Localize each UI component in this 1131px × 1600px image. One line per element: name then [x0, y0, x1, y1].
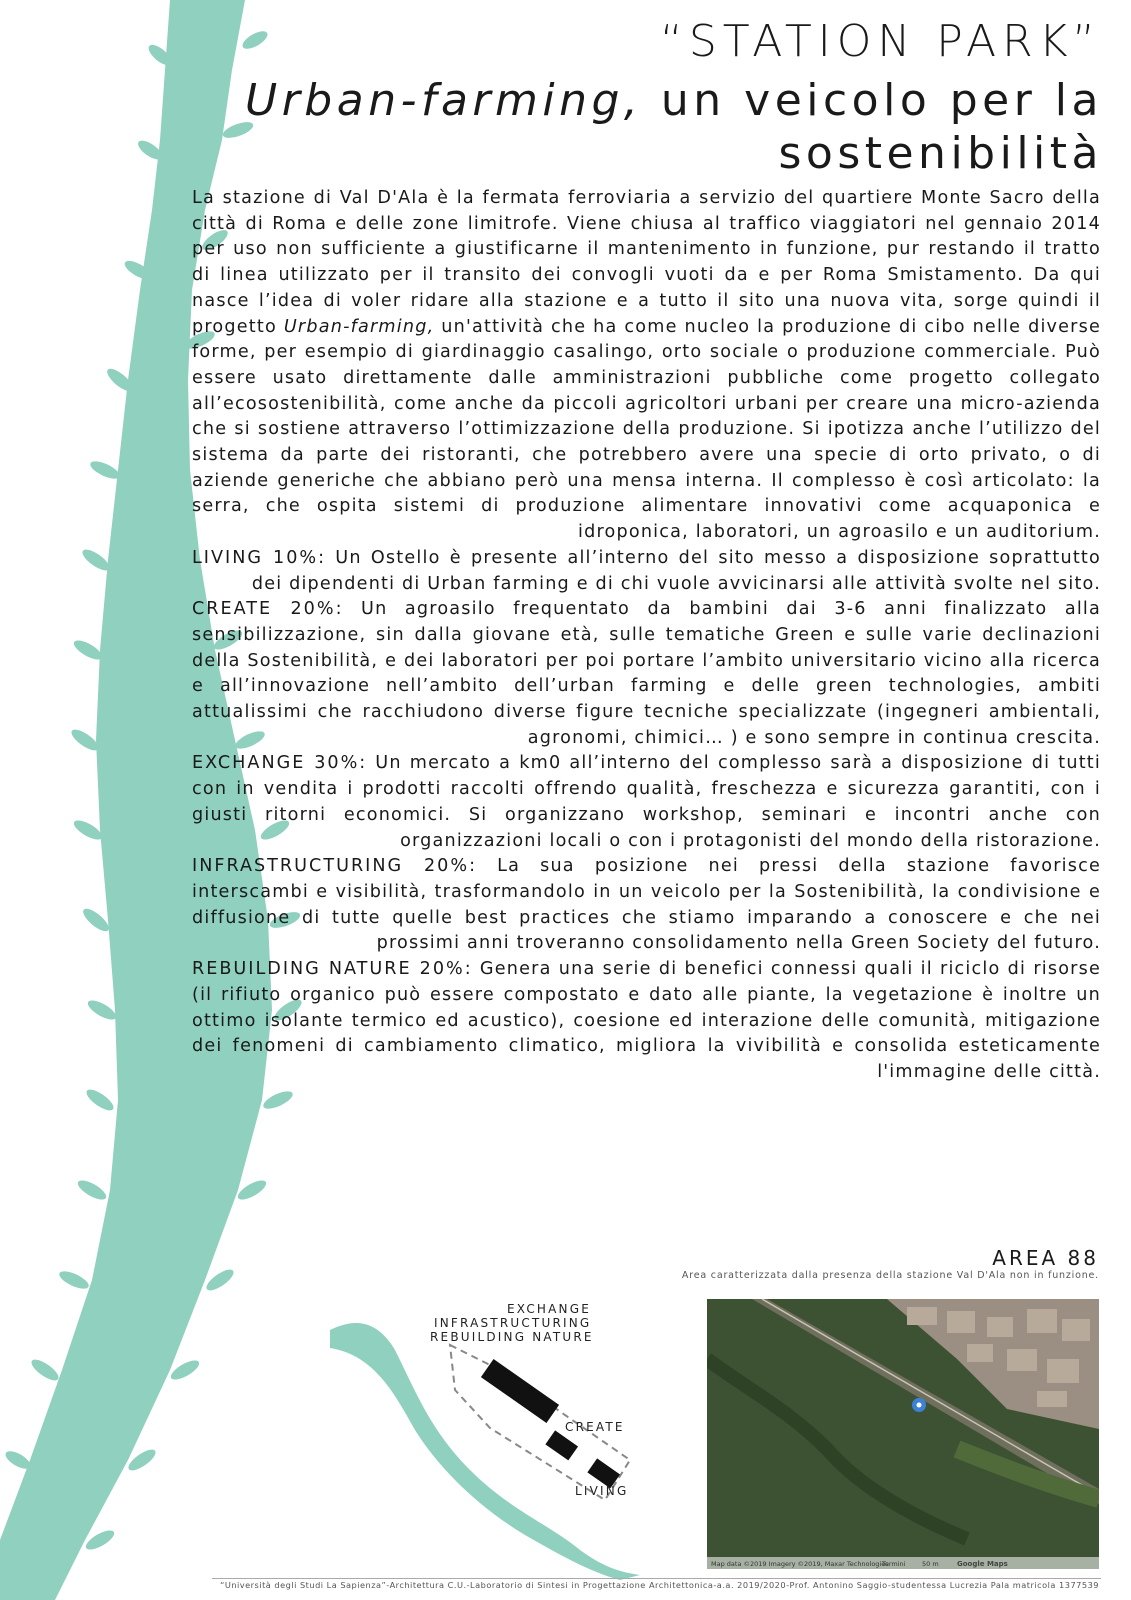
section-text: La sua posizione nei pressi della stazione favorisce interscambi e visibilità, trasformandolo in un veicolo per la Sostenibilità, la condivisione e diffusione di tutte quelle best practices che stiamo imparando a conoscere e che nei prossimi anni troveranno consolidamento nella Green Society del futuro.: [192, 856, 1101, 954]
intro-text-1: La stazione di Val D'Ala è la fermata ferroviaria a servizio del quartiere Monte Sacro della città di Roma e delle zone limitrofe. Viene chiusa al traffico viaggiatori nel gennaio 2014 per uso non sufficiente a giustificarne il mantenimento in funzione, pur restando il tratto di linea utilizzato per il transito dei convogli vuoti da e per Roma Smistamento. Da qui nasce l’idea di voler ridare alla stazione e a tutto il sito una nuova vita, sorge quindi il progetto: [192, 188, 1101, 337]
section-living: [192, 546, 1101, 597]
label-living: LIVING: [575, 1484, 629, 1498]
section-label: INFRASTRUCTURING 20%:: [192, 856, 478, 877]
label-infrastructuring: INFRASTRUCTURING: [434, 1316, 592, 1330]
section-rebuilding-nature: [192, 957, 1101, 1086]
label-create: CREATE: [565, 1420, 625, 1434]
description-body: [192, 186, 1101, 1086]
subtitle-rest: un veicolo per la sostenibilità: [642, 75, 1103, 179]
section-text: Un Ostello è presente all’interno del sito messo a disposizione soprattutto dei dipendenti di Urban farming e di chi vuole avvicinarsi alle attività svolte nel sito.: [251, 547, 1101, 594]
section-infrastructuring: [192, 854, 1101, 957]
map-terms-link[interactable]: Termini: [882, 1560, 906, 1568]
section-create: [192, 597, 1101, 751]
poster-subtitle: [130, 74, 1103, 180]
diagram-drawing: [320, 1310, 660, 1580]
intro-text-2: un'attività che ha come nucleo la produzione di cibo nelle diverse forme, per esempio di giardinaggio casalingo, orto sociale o produzione commerciale. Può essere usato direttamente dalle amministrazioni pubbliche come progetto collegato all’ecosostenibilità, come anche da piccoli agricoltori urbani per creare una micro-azienda che si sostiene attraverso l’ottimizzazione della produzione. Si ipotizza anche l’utilizzo del sistema da parte dei ristoranti, che potrebbero avere una specie di orto privato, o di aziende generiche che abbiano però una mensa interna. Il complesso è così articolato: la serra, che ospita sistemi di produzione alimentare innovativi come acquaponica e idroponica, laboratori, un agroasilo e un auditorium.: [192, 316, 1101, 543]
subtitle-italic: Urban-farming,: [245, 75, 643, 126]
poster-title: “STATION PARK”: [660, 16, 1101, 67]
section-label: LIVING 10%:: [192, 547, 327, 568]
building-exchange: [481, 1359, 559, 1423]
footer-divider: [212, 1578, 1101, 1579]
footer-credits: “Università degli Studi La Sapienza”-Architettura C.U.-Laboratorio di Sintesi in Progettazione Architettonica-a.a. 2019/2020-Prof. Antonino Saggio-studentessa Lucrezia Pala matricola 1377539: [220, 1580, 1099, 1590]
google-maps-logo: Google Maps: [957, 1560, 1008, 1568]
map-scale: 50 m: [922, 1560, 939, 1568]
section-text: Genera una serie di benefici connessi quali il riciclo di risorse (il rifiuto organico può essere compostato e dato alle piante, la vegetazione è inoltre un ottimo isolante termico ed acustico), coesione ed interazione delle comunità, mitigazione dei fenomeni di cambiamento climatico, migliora la vivibilità e consolida esteticamente l'immagine delle città.: [192, 959, 1101, 1082]
map-attribution: Map data ©2019 Imagery ©2019, Maxar Technologies: [711, 1560, 889, 1568]
label-exchange: EXCHANGE: [507, 1302, 591, 1316]
intro-paragraph: [192, 186, 1101, 546]
section-exchange: [192, 751, 1101, 854]
section-text: Un agroasilo frequentato da bambini dai 3-6 anni finalizzato alla sensibilizzazione, sin dalla giovane età, sulle tematiche Green e sulle varie declinazioni della Sostenibilità, e dei laboratori per poi portare l’ambito universitario vicino alla ricerca e all’innovazione nell’ambito dell’urban farming e delle green technologies, ambiti attualissimi che racchiudono diverse figure tecniche specializzate (ingegneri ambientali, agronomi, chimici… ) e sono sempre in continua crescita.: [192, 599, 1101, 748]
section-label: EXCHANGE 30%:: [192, 753, 368, 774]
area-caption: Area caratterizzata dalla presenza della stazione Val D'Ala non in funzione.: [681, 1270, 1099, 1281]
area-title: AREA 88: [992, 1246, 1099, 1270]
map-imagery: [707, 1299, 1099, 1569]
section-label: CREATE 20%:: [192, 599, 344, 620]
satellite-map[interactable]: [707, 1299, 1099, 1569]
site-diagram: [320, 1302, 660, 1580]
label-rebuilding-nature: REBUILDING NATURE: [430, 1330, 594, 1344]
intro-italic: Urban-farming,: [283, 316, 435, 337]
building-create: [545, 1430, 578, 1460]
section-text: Un mercato a km0 all’interno del complesso sarà a disposizione di tutti con in vendita i prodotti raccolti offrendo qualità, freschezza e sicurezza garantiti, con i giusti ritorni economici. Si organizzano workshop, seminari e incontri anche con organizzazioni locali o con i protagonisti del mondo della ristorazione.: [192, 753, 1101, 851]
section-label: REBUILDING NATURE 20%:: [192, 959, 473, 980]
